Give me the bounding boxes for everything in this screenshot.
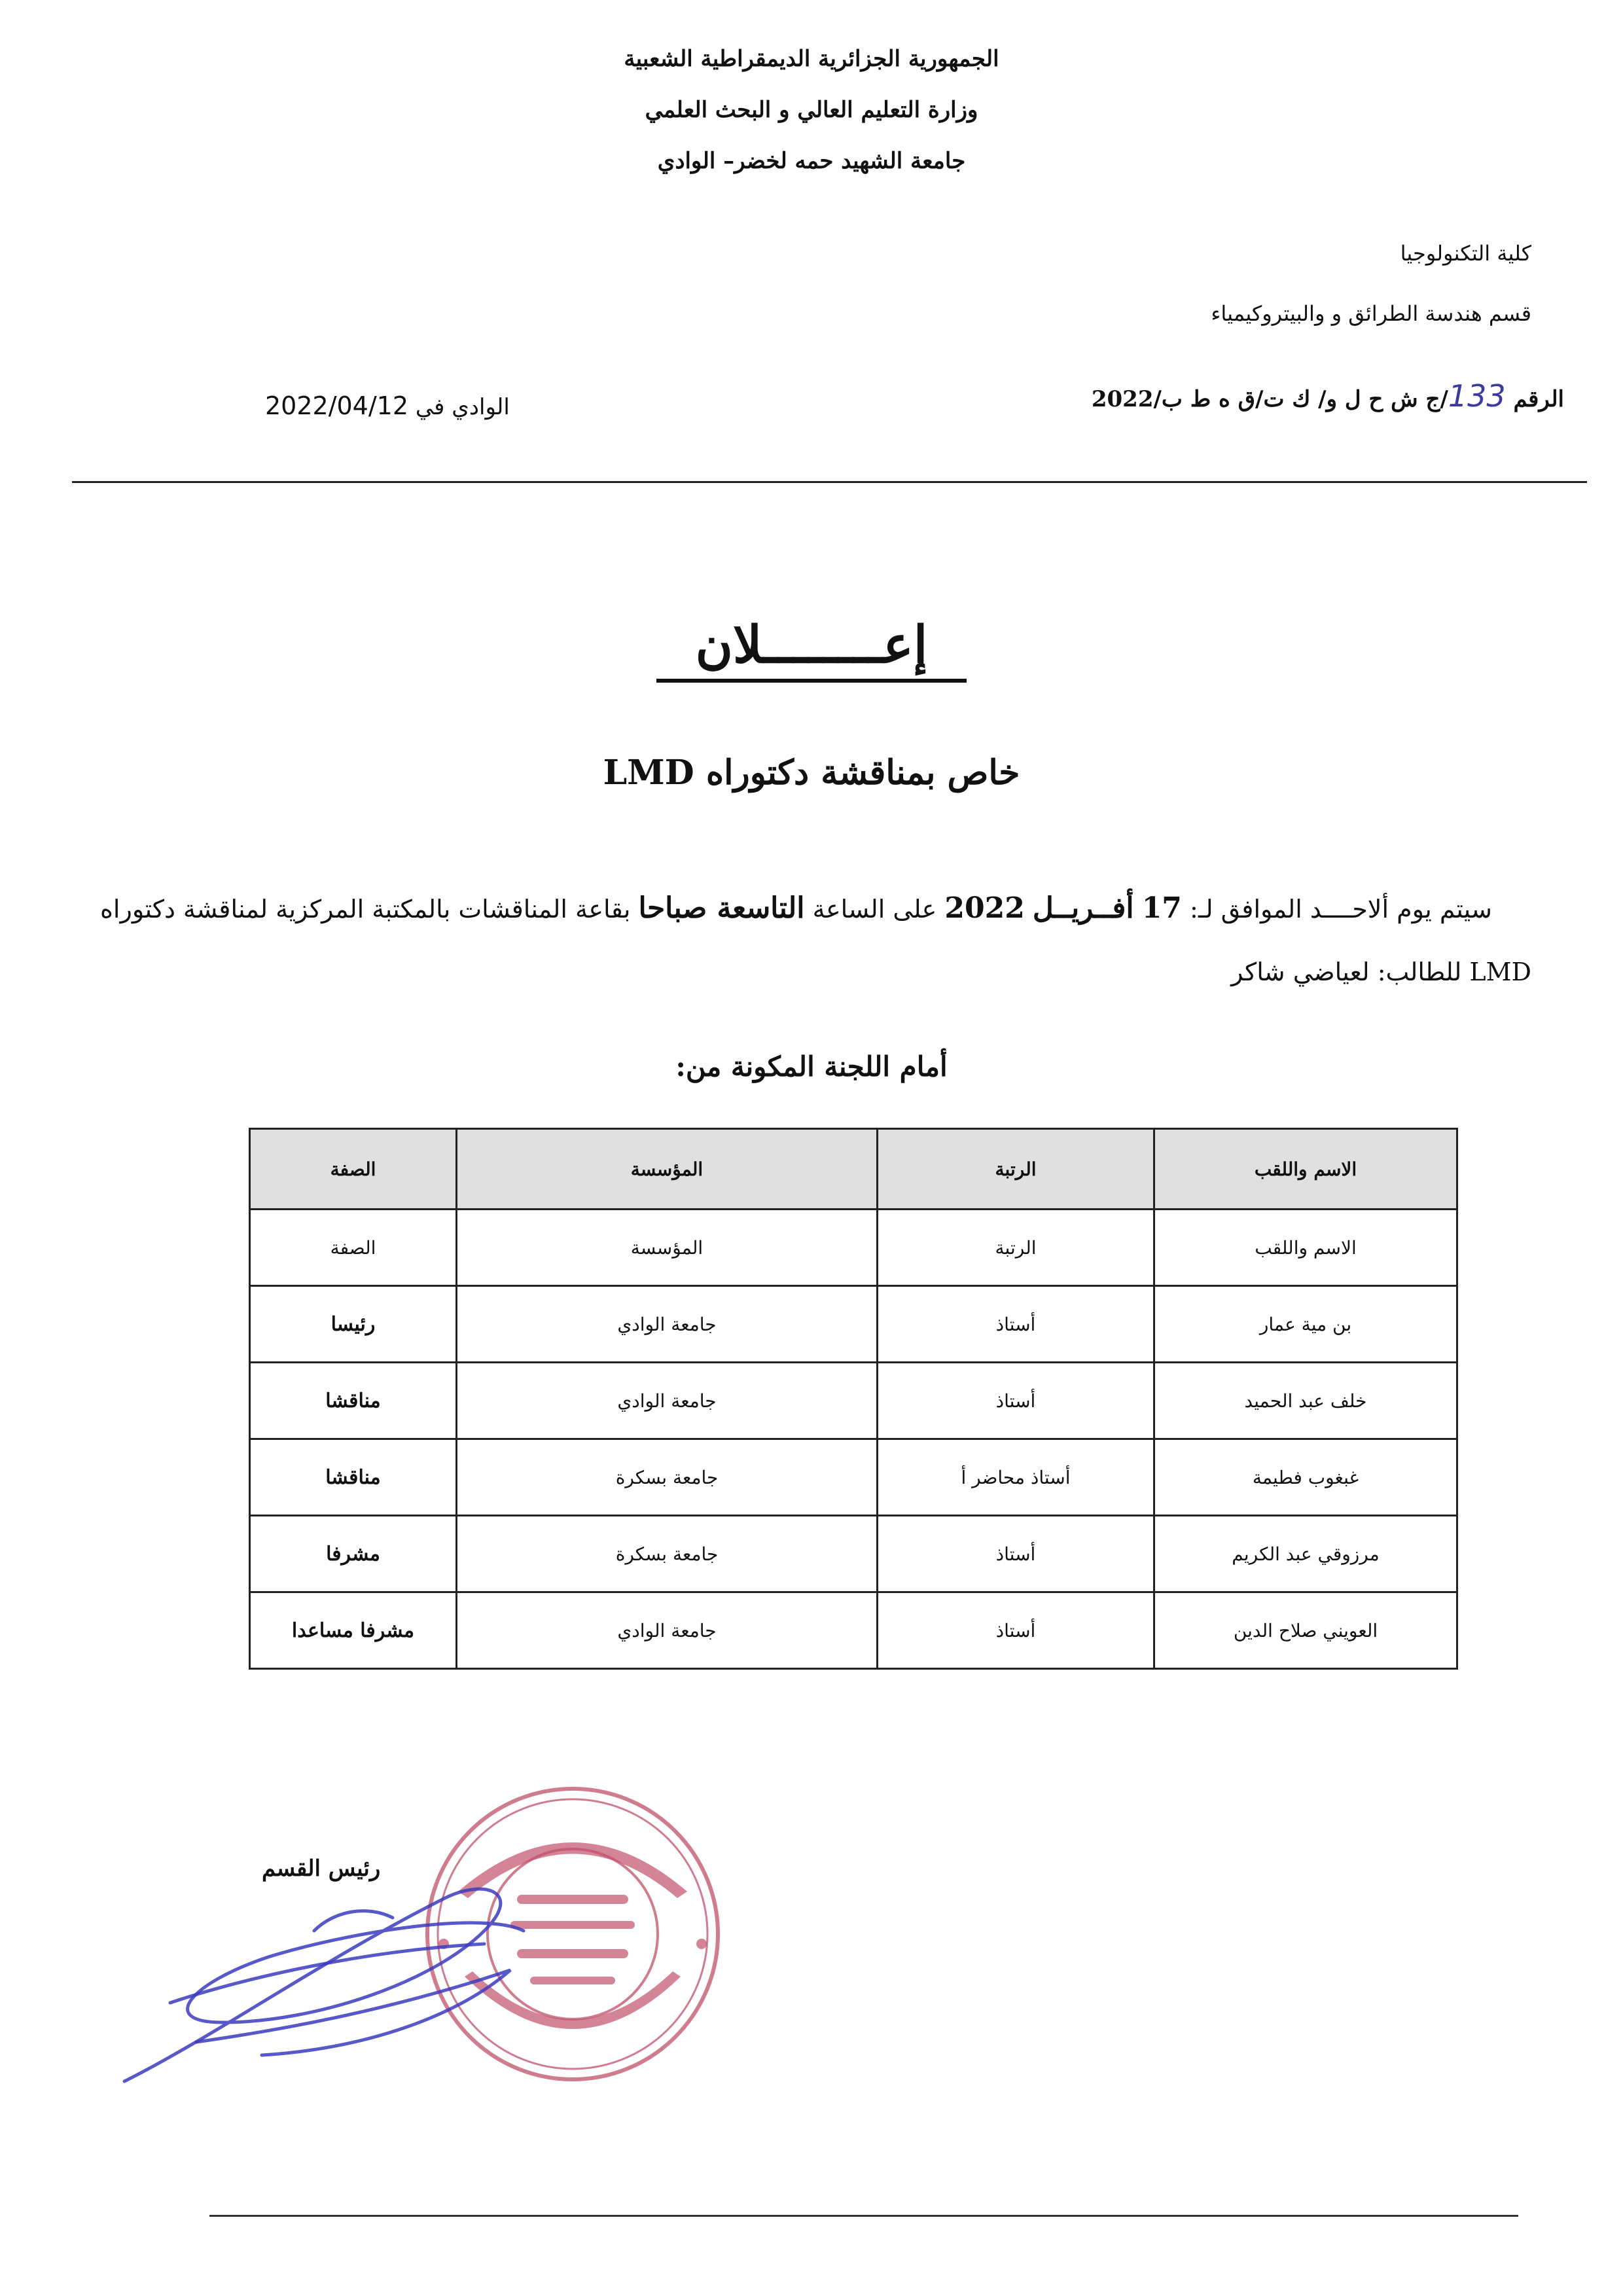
cell-name: الاسم واللقب bbox=[1154, 1210, 1457, 1286]
cell-name: خلف عبد الحميد bbox=[1154, 1363, 1457, 1439]
cell-rank: أستاذ bbox=[878, 1286, 1154, 1363]
cell-rank: أستاذ bbox=[878, 1516, 1154, 1592]
header-institution: المؤسسة bbox=[457, 1129, 878, 1210]
date-line bbox=[265, 391, 510, 420]
reference-number bbox=[1092, 378, 1564, 414]
faculty-name: كلية التكنولوجيا bbox=[1400, 241, 1531, 266]
cell-name: غبغوب فطيمة bbox=[1154, 1439, 1457, 1516]
body-year: 2022 bbox=[944, 891, 1025, 925]
header-rank: الرتبة bbox=[878, 1129, 1154, 1210]
body-time: التاسعة صباحا bbox=[638, 891, 805, 925]
header-university: جامعة الشهيد حمه لخضر– الوادي bbox=[657, 148, 966, 174]
committee-table bbox=[249, 1128, 1458, 1670]
reference-code: /ج ش ح ل و/ ك ت/ق ه ط ب/2022 bbox=[1091, 386, 1448, 412]
cell-institution: جامعة الوادي bbox=[457, 1363, 878, 1439]
announcement-subtitle: خاص بمناقشة دكتوراه LMD bbox=[603, 753, 1020, 793]
cell-rank: أستاذ bbox=[878, 1592, 1154, 1669]
footer-divider bbox=[209, 2215, 1518, 2217]
header-divider bbox=[72, 481, 1587, 483]
body-part3: بقاعة المناقشات بالمكتبة المركزية لمناقشة دكتوراه LMD للطالب: bbox=[100, 895, 1531, 986]
department-name: قسم هندسة الطرائق و والبيتروكيمياء bbox=[1211, 301, 1531, 326]
cell-institution: جامعة بسكرة bbox=[457, 1516, 878, 1592]
cell-name: العويني صلاح الدين bbox=[1154, 1592, 1457, 1669]
handwritten-signature bbox=[118, 1872, 576, 2108]
body-day: 17 bbox=[1141, 891, 1182, 925]
table-row bbox=[250, 1210, 1457, 1286]
body-month: أفــريــل bbox=[1032, 891, 1134, 925]
committee-title: أمام اللجنة المكونة من: bbox=[675, 1050, 948, 1083]
cell-institution: المؤسسة bbox=[457, 1210, 878, 1286]
header-name: الاسم واللقب bbox=[1154, 1129, 1457, 1210]
header-role: الصفة bbox=[250, 1129, 457, 1210]
cell-rank: أستاذ bbox=[878, 1363, 1154, 1439]
cell-rank: أستاذ محاضر أ bbox=[878, 1439, 1154, 1516]
table-row bbox=[250, 1363, 1457, 1439]
cell-role: مناقشا bbox=[250, 1363, 457, 1439]
cell-role: رئيسا bbox=[250, 1286, 457, 1363]
date-place: الوادي في bbox=[415, 394, 510, 420]
announcement-title-text: إعــــــــلان bbox=[656, 615, 967, 683]
reference-handwritten-number: 133 bbox=[1448, 378, 1506, 414]
cell-institution: جامعة بسكرة bbox=[457, 1439, 878, 1516]
table-row bbox=[250, 1592, 1457, 1669]
cell-role: مشرفا bbox=[250, 1516, 457, 1592]
announcement-title bbox=[0, 615, 1623, 683]
table-row bbox=[250, 1516, 1457, 1592]
cell-role: الصفة bbox=[250, 1210, 457, 1286]
cell-institution: جامعة الوادي bbox=[457, 1286, 878, 1363]
date-value: 2022/04/12 bbox=[265, 391, 409, 420]
body-part2: على الساعة bbox=[812, 895, 937, 924]
cell-role: مشرفا مساعدا bbox=[250, 1592, 457, 1669]
cell-institution: جامعة الوادي bbox=[457, 1592, 878, 1669]
table-row bbox=[250, 1286, 1457, 1363]
head-of-department-label: رئيس القسم bbox=[262, 1856, 381, 1882]
announcement-body bbox=[92, 877, 1531, 1003]
cell-role: مناقشا bbox=[250, 1439, 457, 1516]
cell-rank: الرتبة bbox=[878, 1210, 1154, 1286]
table-header-row bbox=[250, 1129, 1457, 1210]
header-ministry: وزارة التعليم العالي و البحث العلمي bbox=[645, 97, 978, 123]
reference-label: الرقم bbox=[1513, 386, 1564, 412]
body-part1: سيتم يوم ألاحــــد الموافق لـ: bbox=[1190, 895, 1492, 924]
cell-name: مرزوقي عبد الكريم bbox=[1154, 1516, 1457, 1592]
header-republic: الجمهورية الجزائرية الديمقراطية الشعبية bbox=[624, 46, 999, 72]
cell-name: بن مية عمار bbox=[1154, 1286, 1457, 1363]
table-row bbox=[250, 1439, 1457, 1516]
body-student: لعياضي شاكر bbox=[1231, 958, 1370, 986]
